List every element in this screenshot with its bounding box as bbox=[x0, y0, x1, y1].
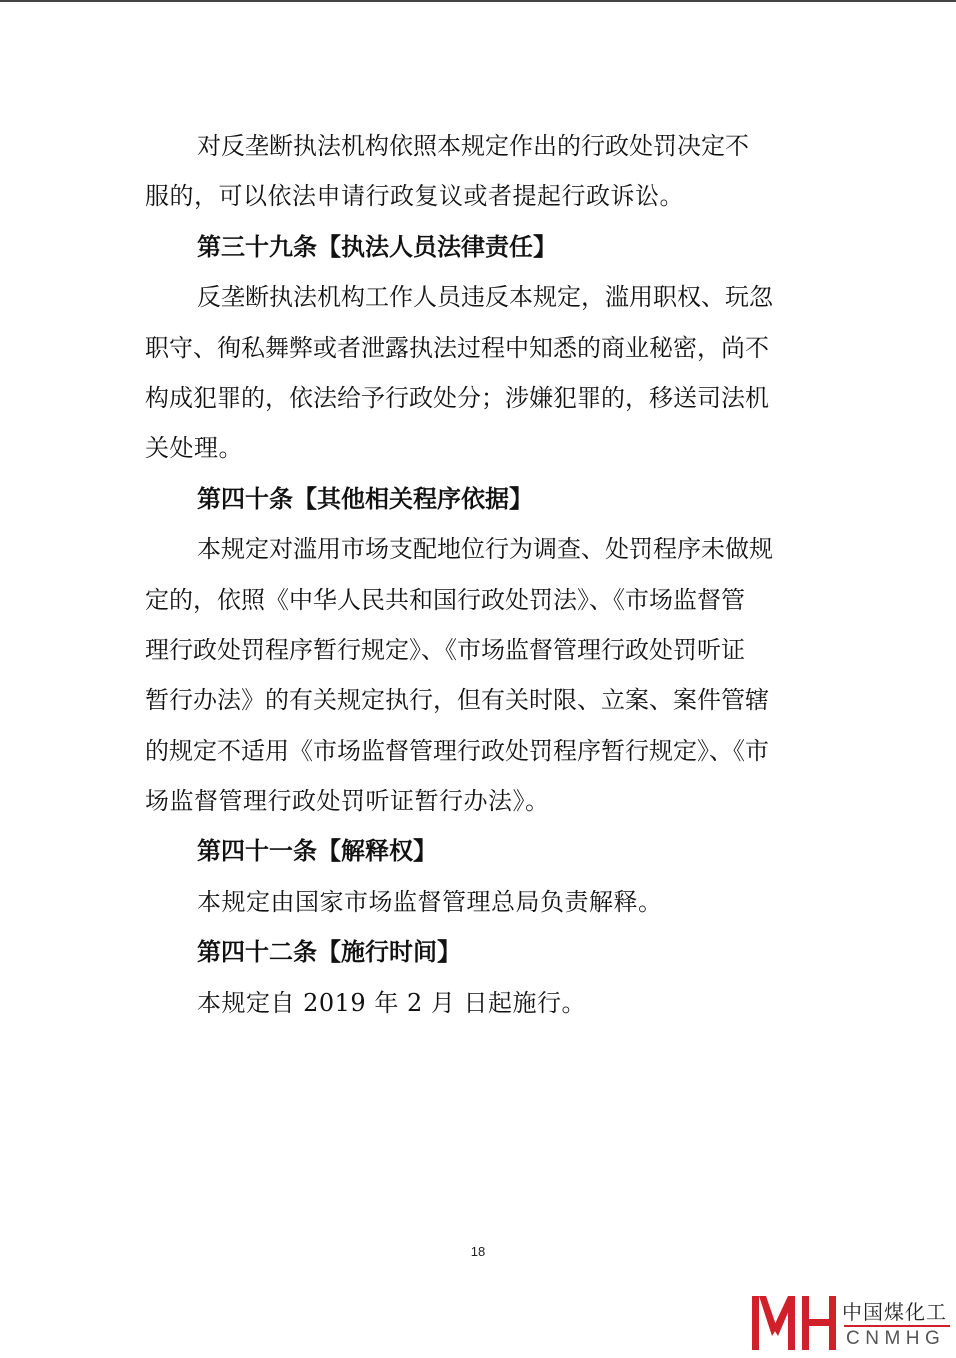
article-heading: 第四十二条【施行时间】 bbox=[197, 938, 461, 967]
paragraph-line: 服的，可以依法申请行政复议或者提起行政诉讼。 bbox=[145, 182, 684, 211]
paragraph bbox=[145, 272, 813, 474]
logo-divider bbox=[844, 1325, 950, 1327]
paragraph-line: 本规定对滥用市场支配地位行为调查、处罚程序未做规 bbox=[197, 535, 773, 564]
article-heading: 第四十条【其他相关程序依据】 bbox=[197, 484, 533, 513]
mh-logo-icon bbox=[748, 1292, 838, 1354]
paragraph-line: 本规定由国家市场监督管理总局负责解释。 bbox=[197, 887, 663, 916]
page-number: 18 bbox=[470, 1244, 486, 1259]
paragraph-line: 场监督管理行政处罚听证暂行办法》。 bbox=[145, 787, 550, 816]
paragraph-line: 构成犯罪的，依法给予行政处分；涉嫌犯罪的，移送司法机 bbox=[145, 383, 769, 412]
top-border-line bbox=[0, 0, 956, 2]
logo-english-name: CNMHG bbox=[846, 1328, 946, 1349]
paragraph bbox=[145, 877, 813, 927]
paragraph bbox=[145, 121, 813, 222]
paragraph-line: 理行政处罚程序暂行规定》、《市场监督管理行政处罚听证 bbox=[145, 635, 745, 664]
article-heading: 第三十九条【执法人员法律责任】 bbox=[197, 232, 557, 261]
paragraph-line: 的规定不适用《市场监督管理行政处罚程序暂行规定》、《市 bbox=[145, 736, 769, 765]
watermark-logo bbox=[748, 1292, 953, 1354]
paragraph bbox=[145, 524, 813, 826]
paragraph-line: 关处理。 bbox=[145, 434, 243, 463]
logo-chinese-name: 中国煤化工 bbox=[842, 1300, 947, 1324]
paragraph-line: 暂行办法》的有关规定执行，但有关时限、立案、案件管辖 bbox=[145, 686, 769, 715]
article-heading: 第四十一条【解释权】 bbox=[197, 837, 437, 866]
paragraph-line: 本规定自 2019 年 2 月 日起施行。 bbox=[197, 988, 586, 1017]
paragraph-line: 职守、徇私舞弊或者泄露执法过程中知悉的商业秘密，尚不 bbox=[145, 333, 769, 362]
paragraph-line: 对反垄断执法机构依照本规定作出的行政处罚决定不 bbox=[197, 132, 749, 160]
paragraph-line: 定的，依照《中华人民共和国行政处罚法》、《市场监督管 bbox=[145, 585, 745, 614]
document-body bbox=[145, 121, 813, 1028]
paragraph bbox=[145, 978, 813, 1028]
paragraph-line: 反垄断执法机构工作人员违反本规定，滥用职权、玩忽 bbox=[197, 283, 773, 312]
